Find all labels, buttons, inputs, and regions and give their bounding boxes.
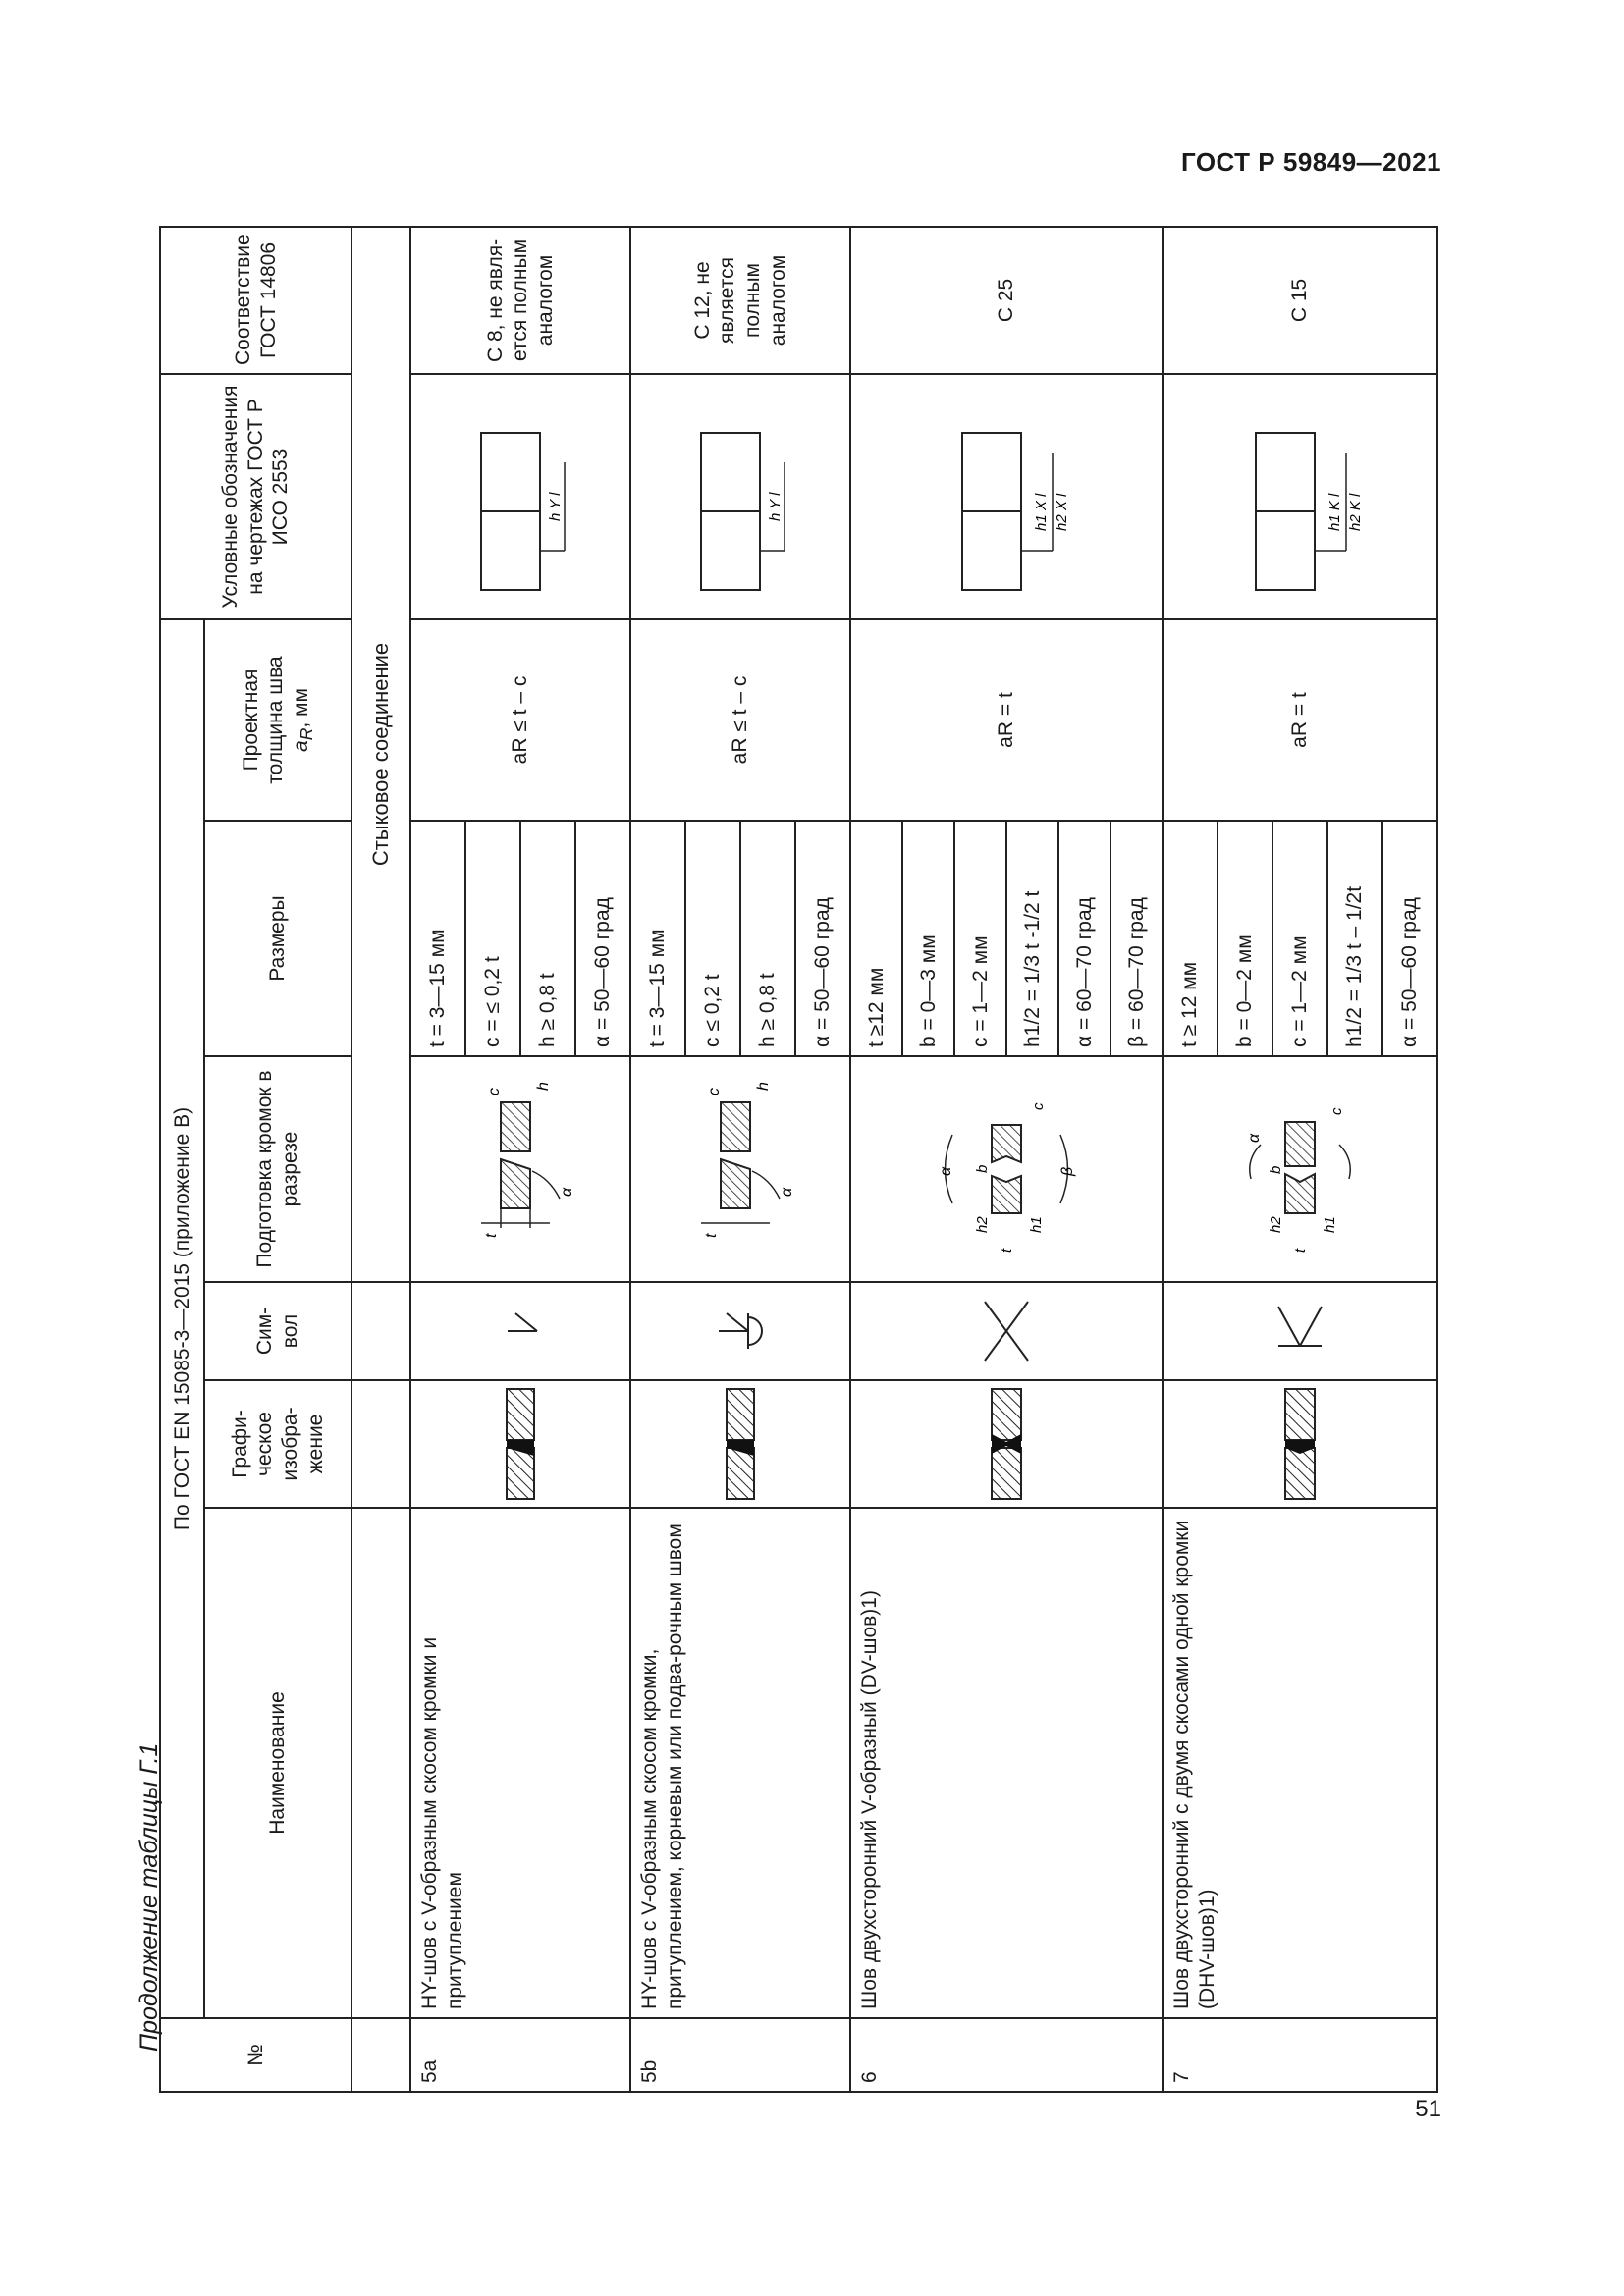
- row-6-graphic: [850, 1380, 1163, 1508]
- header-symbol: Сим-вол: [204, 1282, 352, 1380]
- drawing-designation-icon: [681, 384, 799, 610]
- header-group: По ГОСТ EN 15085-3—2015 (приложение B): [160, 619, 204, 2018]
- svg-text:t: t: [483, 1233, 500, 1238]
- svg-text:α: α: [1246, 1133, 1263, 1143]
- header-number: №: [160, 2018, 352, 2092]
- row-7-symbol: [1163, 1282, 1437, 1380]
- row-5a-correspondence: С 8, не явля-ется полным аналогом: [410, 227, 630, 374]
- edge-preparation-diagram-icon: [1231, 1066, 1369, 1272]
- section-spacer-left: [352, 2018, 410, 2092]
- svg-text:h2 X l: h2 X l: [1054, 493, 1070, 531]
- document-header: ГОСТ Р 59849—2021: [1180, 147, 1441, 177]
- row-6-dim-2: b = 0—3 мм: [902, 821, 954, 1056]
- row-5a-dim-3: h ≥ 0,8 t: [520, 821, 575, 1056]
- svg-text:h: h: [755, 1082, 772, 1091]
- svg-text:h2: h2: [974, 1216, 991, 1233]
- row-6-preparation: [850, 1056, 1163, 1282]
- row-7-dim-1: t ≥ 12 мм: [1163, 821, 1218, 1056]
- svg-text:c: c: [1328, 1107, 1345, 1115]
- drawing-designation-icon: [1236, 384, 1364, 610]
- double-v-weld-symbol-icon: [977, 1287, 1036, 1375]
- row-7-correspondence: С 15: [1163, 227, 1437, 374]
- svg-text:h1 K l: h1 K l: [1326, 493, 1343, 531]
- section-spacer-name: [352, 1508, 410, 2018]
- hatched-weld-section-icon: [719, 1385, 762, 1503]
- section-spacer-graphic: [352, 1380, 410, 1508]
- row-6-name: Шов двухсторонний V-образный (DV-шов)1): [850, 1508, 1163, 2018]
- row-5b-symbol: [630, 1282, 850, 1380]
- header-correspondence: Соответствие ГОСТ 14806: [160, 227, 352, 374]
- row-5b-designation: [630, 374, 850, 619]
- header-name: Наименование: [204, 1508, 352, 2018]
- row-7-dim-4: h1/2 = 1/3 t – 1/2t: [1327, 821, 1382, 1056]
- svg-text:α: α: [559, 1187, 575, 1197]
- row-7-graphic: [1163, 1380, 1437, 1508]
- header-thickness-var: a: [289, 740, 312, 752]
- svg-text:t: t: [703, 1233, 720, 1238]
- drawing-designation-icon: [943, 384, 1070, 610]
- row-5b-dim-1: t = 3—15 мм: [630, 821, 685, 1056]
- row-6-correspondence: С 25: [850, 227, 1163, 374]
- row-7-designation: [1163, 374, 1437, 619]
- row-7-dim-3: c = 1—2 мм: [1272, 821, 1327, 1056]
- row-5b-name: HY-шов с V-образным скосом кромки, притуплением, корневым или подва-рочным швом: [630, 1508, 850, 2018]
- hatched-weld-section-icon: [1275, 1385, 1325, 1503]
- header-thickness: [204, 619, 352, 821]
- header-dimensions: Размеры: [204, 821, 352, 1056]
- svg-text:b: b: [974, 1164, 991, 1173]
- row-6-symbol: [850, 1282, 1163, 1380]
- row-6-number: 6: [850, 2018, 1163, 2092]
- row-5a-graphic: [410, 1380, 630, 1508]
- row-7-dim-5: α = 50—60 град: [1382, 821, 1437, 1056]
- row-7-dim-2: b = 0—2 мм: [1218, 821, 1272, 1056]
- svg-text:α: α: [779, 1187, 795, 1197]
- edge-preparation-diagram-icon: [461, 1071, 579, 1267]
- svg-text:c: c: [706, 1088, 723, 1095]
- svg-text:h2: h2: [1268, 1216, 1284, 1233]
- row-5b-number: 5b: [630, 2018, 850, 2092]
- page-number: 51: [1415, 2096, 1441, 2122]
- row-5a-name: HY-шов с V-образным скосом кромки и притуплением: [410, 1508, 630, 2018]
- header-thickness-line1: Проектная толщина шва: [239, 656, 288, 784]
- row-5a-preparation: [410, 1056, 630, 1282]
- hy-backing-weld-symbol-icon: [711, 1292, 770, 1370]
- row-5a-dim-2: c = ≤ 0,2 t: [465, 821, 520, 1056]
- row-5b-dim-2: c ≤ 0,2 t: [685, 821, 740, 1056]
- double-bevel-weld-symbol-icon: [1271, 1287, 1329, 1375]
- svg-text:α: α: [938, 1166, 954, 1176]
- row-7-preparation: [1163, 1056, 1437, 1282]
- table-caption: Продолжение таблицы Г.1: [135, 1742, 163, 2052]
- svg-text:h1 X l: h1 X l: [1033, 493, 1050, 531]
- weld-joints-table: [159, 226, 1438, 2093]
- row-5a-thickness: aR ≤ t – c: [410, 619, 630, 821]
- svg-text:h1: h1: [1322, 1216, 1338, 1233]
- row-5b-correspondence: С 12, не является полным аналогом: [630, 227, 850, 374]
- svg-text:β: β: [1059, 1166, 1076, 1176]
- row-6-dim-4: h1/2 = 1/3 t -1/2 t: [1006, 821, 1058, 1056]
- svg-text:t: t: [999, 1248, 1015, 1253]
- section-title: Стыковое соединение: [352, 227, 410, 1282]
- row-6-dim-6: β = 60—70 град: [1110, 821, 1163, 1056]
- row-5b-graphic: [630, 1380, 850, 1508]
- svg-text:h1: h1: [1028, 1216, 1045, 1233]
- header-thickness-sub: R: [297, 727, 317, 741]
- header-thickness-unit: , мм: [289, 688, 312, 728]
- row-7-thickness: aR = t: [1163, 619, 1437, 821]
- hatched-weld-section-icon: [982, 1385, 1031, 1503]
- row-5a-symbol: [410, 1282, 630, 1380]
- drawing-designation-icon: [461, 384, 579, 610]
- row-6-dim-3: c = 1—2 мм: [954, 821, 1006, 1056]
- svg-text:b: b: [1268, 1165, 1284, 1174]
- svg-text:h Y l: h Y l: [767, 492, 784, 521]
- row-5a-dim-4: α = 50—60 град: [575, 821, 630, 1056]
- row-5b-dim-3: h ≥ 0,8 t: [740, 821, 795, 1056]
- row-7-number: 7: [1163, 2018, 1437, 2092]
- row-5a-dim-1: t = 3—15 мм: [410, 821, 465, 1056]
- edge-preparation-diagram-icon: [681, 1071, 799, 1267]
- row-6-thickness: aR = t: [850, 619, 1163, 821]
- header-preparation: Подготовка кромок в разрезе: [204, 1056, 352, 1282]
- header-designation: Условные обозначения на чертежах ГОСТ Р ИСО 2553: [160, 374, 352, 619]
- row-5a-number: 5a: [410, 2018, 630, 2092]
- row-7-name: Шов двухсторонний с двумя скосами одной кромки (DHV-шов)1): [1163, 1508, 1437, 2018]
- header-graphic: Графи-ческое изобра-жение: [204, 1380, 352, 1508]
- section-spacer-symbol: [352, 1282, 410, 1380]
- svg-text:t: t: [1292, 1248, 1309, 1253]
- svg-text:h: h: [535, 1082, 552, 1091]
- row-5b-dim-4: α = 50—60 град: [795, 821, 850, 1056]
- svg-text:c: c: [1030, 1102, 1047, 1110]
- edge-preparation-diagram-icon: [933, 1066, 1080, 1272]
- row-5b-thickness: aR ≤ t – c: [630, 619, 850, 821]
- row-5a-designation: [410, 374, 630, 619]
- row-6-dim-1: t ≥12 мм: [850, 821, 902, 1056]
- row-5b-preparation: [630, 1056, 850, 1282]
- row-6-dim-5: α = 60—70 град: [1058, 821, 1110, 1056]
- hy-weld-symbol-icon: [496, 1292, 545, 1370]
- svg-text:h2 K l: h2 K l: [1347, 493, 1364, 531]
- svg-text:h Y l: h Y l: [547, 492, 564, 521]
- rotated-table-wrapper: [159, 228, 1435, 2093]
- hatched-weld-section-icon: [499, 1385, 542, 1503]
- svg-text:c: c: [486, 1088, 503, 1095]
- row-6-designation: [850, 374, 1163, 619]
